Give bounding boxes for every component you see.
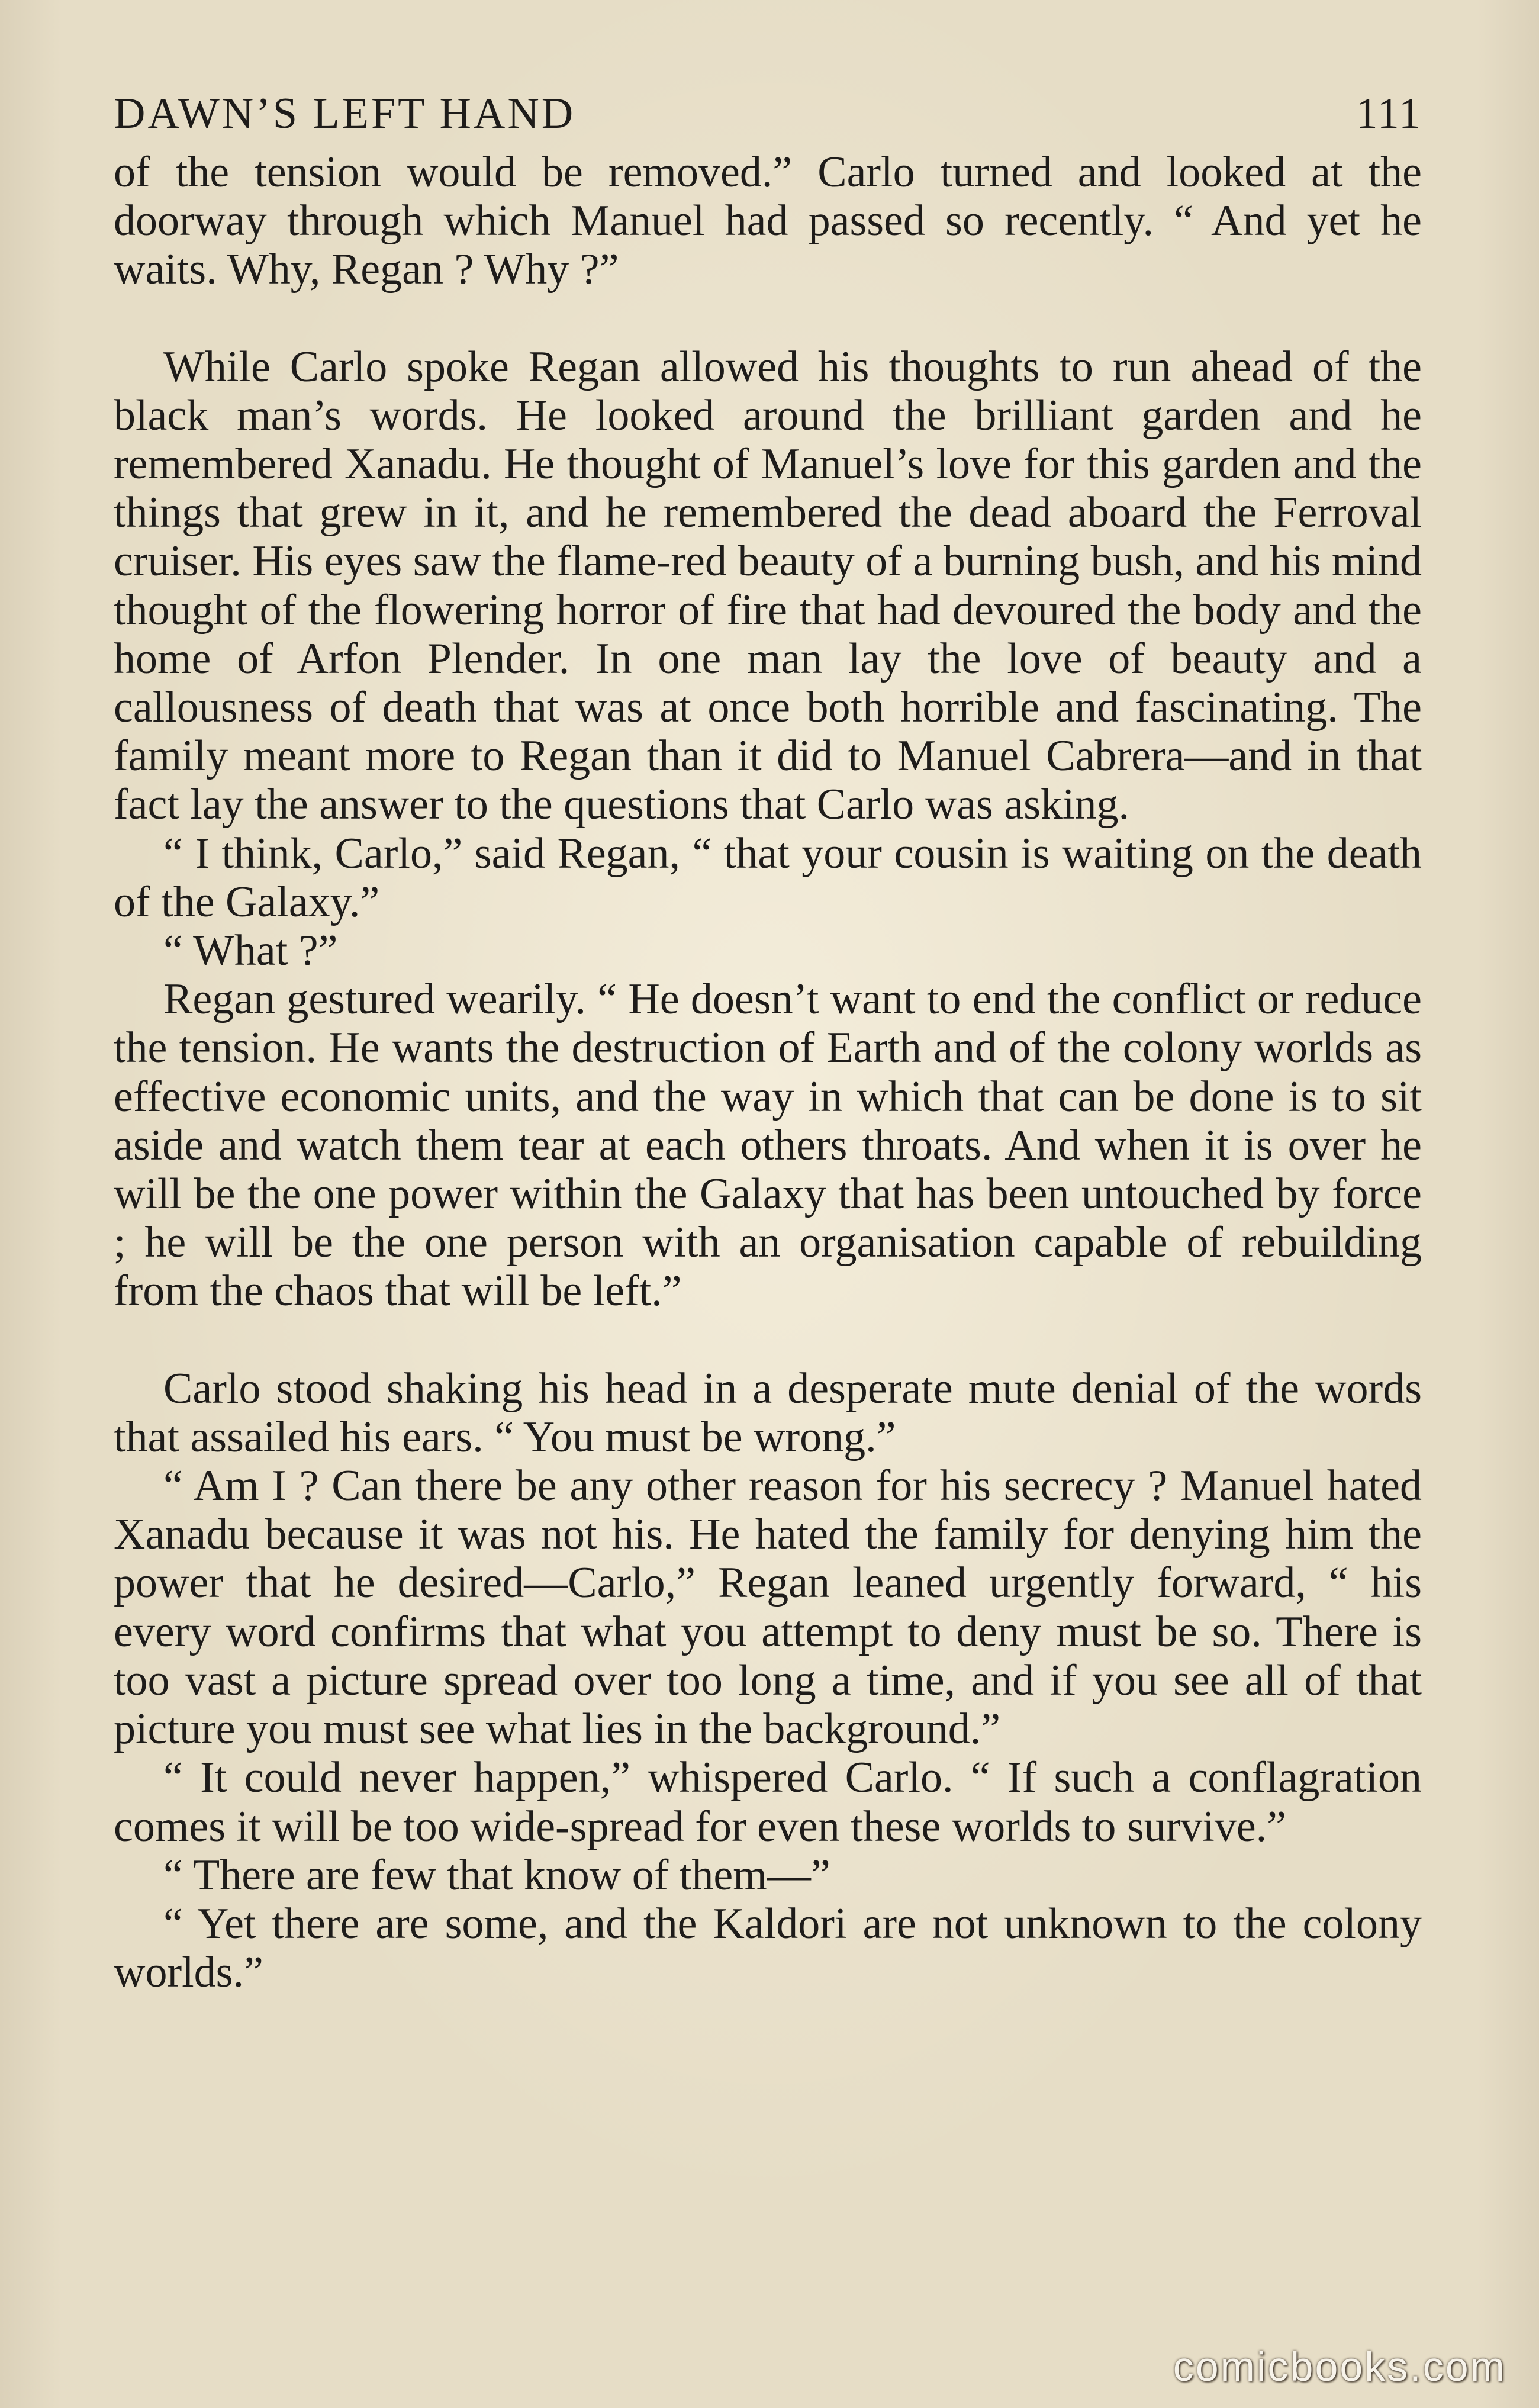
paragraph: “ Am I ? Can there be any other reason for his secrecy ? Manuel hated Xanadu because it was not his. He hated the family for denying him the power that he desired—Carlo,” Regan leaned urgently forward, “ his every word confirms that what you attempt to deny must be so. There is too vast a picture spread over too long a time, and if you see all of that picture you must see what lies in the background.” xyxy=(114,1461,1422,1754)
paragraph: “ What ?” xyxy=(163,926,338,976)
paragraph: “ Yet there are some, and the Kaldori are not unknown to the colony worlds.” xyxy=(114,1899,1422,1997)
page-number: 111 xyxy=(1356,89,1422,138)
paragraph: Carlo stood shaking his head in a desperate mute denial of the words that assailed his ears. “ You must be wrong.” xyxy=(114,1364,1422,1461)
book-page xyxy=(114,89,1422,1997)
paragraph: “ It could never happen,” whispered Carlo. “ If such a conflagration comes it will be too wide-spread for even these worlds to survive.” xyxy=(114,1753,1422,1851)
paragraph: “ I think, Carlo,” said Regan, “ that your cousin is waiting on the death of the Galaxy.” xyxy=(114,829,1422,926)
watermark: comicbooks.com xyxy=(1173,2343,1506,2390)
running-head xyxy=(114,89,1422,142)
running-head-title: DAWN’S LEFT HAND xyxy=(114,89,576,138)
paragraph: “ There are few that know of them—” xyxy=(163,1850,830,1900)
paragraph: of the tension would be removed.” Carlo turned and looked at the doorway through which Manuel had passed so recently. “ And yet he waits. Why, Regan ? Why ?” xyxy=(114,148,1422,294)
paragraph: While Carlo spoke Regan allowed his thoughts to run ahead of the black man’s words. He looked around the brilliant garden and he remembered Xanadu. He thought of Manuel’s love for this garden and the things that grew in it, and he remembered the dead aboard the Ferroval cruiser. His eyes saw the flame-red beauty of a burning bush, and his mind thought of the flowering horror of fire that had devoured the body and the home of Arfon Plender. In one man lay the love of beauty and a callousness of death that was at once both horrible and fascinating. The family meant more to Regan than it did to Manuel Cabrera—and in that fact lay the answer to the questions that Carlo was asking. xyxy=(114,342,1422,829)
paragraph: Regan gestured wearily. “ He doesn’t want to end the conflict or reduce the tension. He wants the destruction of Earth and of the colony worlds as effective economic units, and the way in which that can be done is to sit aside and watch them tear at each others throats. And when it is over he will be the one power within the Galaxy that has been untouched by force ; he will be the one person with an organisation capable of rebuilding from the chaos that will be left.” xyxy=(114,975,1422,1316)
body-text xyxy=(114,148,1422,1997)
